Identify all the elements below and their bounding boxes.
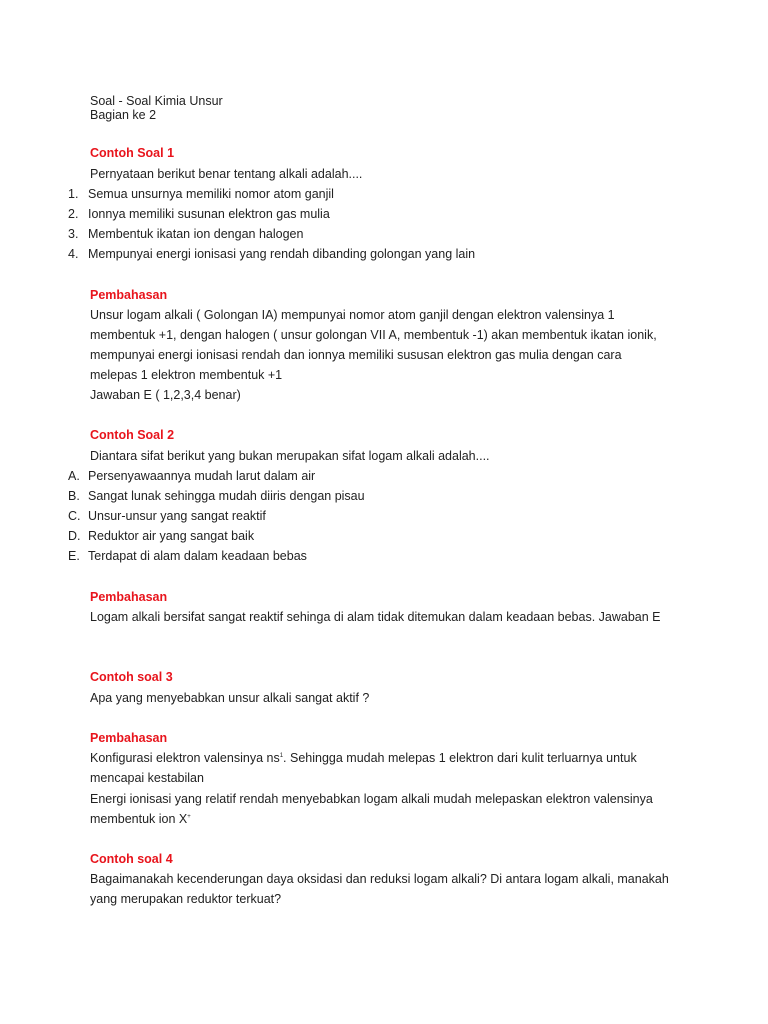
q4-question-line: Bagaimanakah kecenderungan daya oksidasi dan reduksi logam alkali? Di antara logam alkali, manakah xyxy=(90,872,669,886)
q3-heading: Contoh soal 3 xyxy=(90,670,173,684)
superscript: + xyxy=(187,814,191,820)
option-text: Semua unsurnya memiliki nomor atom ganjil xyxy=(88,187,334,201)
q3-question: Apa yang menyebabkan unsur alkali sangat aktif ? xyxy=(90,691,370,705)
q3-discussion-line xyxy=(90,812,191,826)
option-marker: C. xyxy=(68,509,81,523)
q1-question: Pernyataan berikut benar tentang alkali adalah.... xyxy=(90,167,363,181)
option-text: Reduktor air yang sangat baik xyxy=(88,529,255,543)
q1-discussion-line: Unsur logam alkali ( Golongan IA) mempunyai nomor atom ganjil dengan elektron valensinya 1 xyxy=(90,308,615,322)
q1-discussion-line: melepas 1 elektron membentuk +1 xyxy=(90,368,283,382)
option-marker: 4. xyxy=(68,247,79,261)
q3-discussion-heading: Pembahasan xyxy=(90,731,168,745)
q3-discussion-line: mencapai kestabilan xyxy=(90,771,204,785)
option-marker: B. xyxy=(68,489,80,503)
q1-discussion-line: mempunyai energi ionisasi rendah dan ionnya memiliki sususan elektron gas mulia dengan cara xyxy=(90,348,622,362)
q2-heading: Contoh Soal 2 xyxy=(90,428,175,442)
option-text: Persenyawaannya mudah larut dalam air xyxy=(88,469,316,483)
document-subtitle: Bagian ke 2 xyxy=(90,108,157,122)
q1-heading: Contoh Soal 1 xyxy=(90,146,175,160)
option-marker: D. xyxy=(68,529,81,543)
option-marker: E. xyxy=(68,549,80,563)
q1-discussion-heading: Pembahasan xyxy=(90,288,168,302)
option-text: Membentuk ikatan ion dengan halogen xyxy=(88,227,304,241)
q2-discussion-heading: Pembahasan xyxy=(90,590,168,604)
option-text: Terdapat di alam dalam keadaan bebas xyxy=(88,549,307,563)
q2-discussion-line: Logam alkali bersifat sangat reaktif sehinga di alam tidak ditemukan dalam keadaan bebas. Jawaban E xyxy=(90,610,661,624)
q4-question-line: yang merupakan reduktor terkuat? xyxy=(90,892,282,906)
q1-discussion-line: membentuk +1, dengan halogen ( unsur golongan VII A, membentuk -1) akan membentuk ikatan ionik, xyxy=(90,328,657,342)
option-text: Mempunyai energi ionisasi yang rendah dibanding golongan yang lain xyxy=(88,247,476,261)
document-title: Soal - Soal Kimia Unsur xyxy=(90,94,223,108)
q1-answer: Jawaban E ( 1,2,3,4 benar) xyxy=(90,388,241,402)
option-marker: 3. xyxy=(68,227,79,241)
q3-line4-text: membentuk ion X xyxy=(90,812,188,826)
superscript: 1 xyxy=(279,753,284,759)
q2-question: Diantara sifat berikut yang bukan merupakan sifat logam alkali adalah.... xyxy=(90,449,490,463)
q3-line1-end: . Sehingga mudah melepas 1 elektron dari kulit terluarnya untuk xyxy=(283,751,637,765)
option-text: Ionnya memiliki susunan elektron gas mulia xyxy=(88,207,330,221)
option-text: Unsur-unsur yang sangat reaktif xyxy=(88,509,266,523)
q3-discussion-line xyxy=(90,751,637,765)
option-marker: 2. xyxy=(68,207,79,221)
q3-discussion-line: Energi ionisasi yang relatif rendah menyebabkan logam alkali mudah melepaskan elektron valensinya xyxy=(90,792,653,806)
option-marker: 1. xyxy=(68,187,79,201)
q4-heading: Contoh soal 4 xyxy=(90,852,173,866)
q3-line1-start: Konfigurasi elektron valensinya ns xyxy=(90,751,280,765)
option-marker: A. xyxy=(68,469,80,483)
option-text: Sangat lunak sehingga mudah diiris dengan pisau xyxy=(88,489,365,503)
